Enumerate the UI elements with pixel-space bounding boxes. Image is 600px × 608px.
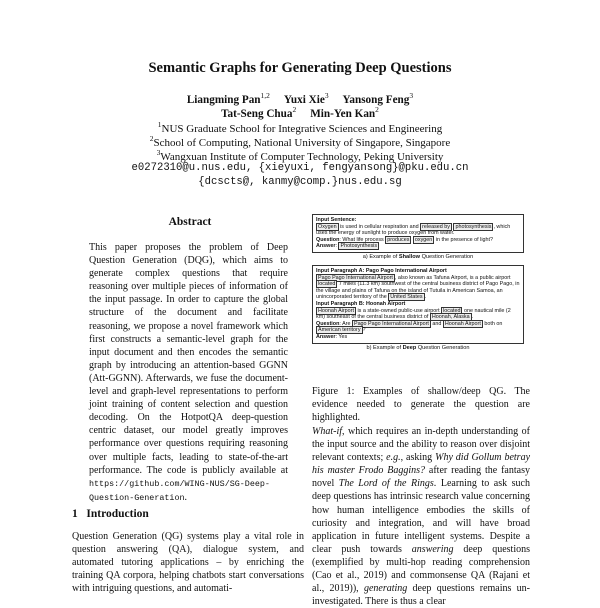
author: Tat-Seng Chua [221,108,293,120]
fig-label: Question [316,236,340,243]
fig-text: : What life process [339,236,386,243]
email-line-2: {dcscts@, kanmy@comp.}nus.edu.sg [198,176,402,188]
figure-1b-box [312,265,524,344]
highlight: released by [422,223,450,230]
highlight: American territory [318,327,361,334]
author-sup: 3 [409,91,414,100]
fig-a-answer [316,243,520,250]
affil-sup: 2 [149,134,154,143]
fig-text: : [335,243,339,250]
author: Min-Yen Kan [310,108,376,120]
fig-text: both on [482,320,503,327]
fig-text: and [430,320,443,327]
fig-text: : Are [339,320,352,327]
fig-text: is a state-owned public-use airport [355,307,442,314]
fig-b-paragraph-b [316,308,520,321]
subcap-text: Question Generation [420,253,474,260]
authors-line-1 [0,91,600,106]
italic-text: generating [363,583,408,595]
authors-line-2 [0,105,600,120]
author-sup: 1,2 [260,91,270,100]
affil-sup: 3 [156,148,161,157]
fig-text: ? [362,327,366,334]
italic-text: The Lord of the Rings [338,478,434,490]
author: Liangming Pan [186,94,261,106]
section-heading-introduction [72,508,149,520]
fig-text: one nautical mile (2 km) southeast of the central business district of [316,307,511,321]
highlight: photosynthesis [455,223,492,230]
section-number: 1 [72,508,78,520]
fig-label: Input Paragraph B: Hoonah Airport [316,300,406,307]
fig-text: 7 miles (11.3 km) southwest of the central business district of Pago Pago, in the village and plains of Tafuna on the island of Tutuila in American Samoa, an unincorporated territory of the [316,281,520,301]
highlight: Pago Pago International Airport [318,274,393,281]
highlight: Hoonah Airport [318,307,354,314]
introduction-body: Question Generation (QG) systems play a vital role in question answering (QA), dialogue system, and automated tutoring applications – by enriching the training QA corpora, helping chatbots start conversations with intriguing questions, and automati- [72,531,304,595]
affil-text: Wangxuan Institute of Computer Technology, Peking University [160,151,444,163]
paper-title: Semantic Graphs for Generating Deep Questions [148,60,452,76]
fig-label: Input Paragraph A: Pago Pago International Airport [316,268,447,274]
code-link[interactable]: https://github.com/WING-NUS/SG-Deep-Question-Generation [89,478,270,503]
body-text: . Learning to ask such deep questions has intrinsic research value concerning how human intelligence embodies the skills of curiosity and integration, and will have broad application in future intelligent systems. Despite a clear push towards [312,478,530,555]
fig-text: in the presence of light? [434,236,494,243]
highlight: United States [390,294,423,301]
fig-b-question [316,321,520,334]
figure-1a [312,214,524,261]
fig-text: , also known as Tafuna Airport, is a public airport [394,274,511,281]
affiliation-3 [0,148,600,163]
figure-1-caption: Figure 1: Examples of shallow/deep QG. The evidence needed to generate the question are highlighted. [312,386,530,424]
highlight: produces [387,236,410,243]
abstract-text: This paper proposes the problem of Deep Question Generation (DQG), which aims to generate complex questions that require reasoning over multiple pieces of information of the input passage. In order to capture the global structure of the document and facilitate reasoning, we propose a novel framework which first constructs a semantic-level graph for the input document and then encodes the semantic graph by introducing an attention-based GGNN (Att-GGNN). Afterwards, we fuse the document-level and graph-level representations to perform joint training of content selection and question decoding. On the HotpotQA deep-question centric dataset, our model greatly improves performance over questions requiring reasoning over multiple facts, leading to state-of-the-art performance. The code is publicly available at [89,242,288,476]
abstract-body [89,241,288,505]
fig-text: , which uses the energy of sunlight to produce oxygen from water. [316,223,511,237]
affil-sup: 1 [157,120,162,129]
email-line-1: e0272310@u.nus.edu, {xieyuxi, fengyansong}@pku.edu.cn [131,162,469,174]
affiliation-1 [0,120,600,135]
fig-label: Answer [316,243,336,250]
highlight: Hoonah Airport [444,320,481,327]
figure-1a-box [312,214,524,253]
italic-text: answering [411,543,454,555]
author-sup: 2 [292,105,297,114]
body-text: , asking [400,452,436,464]
highlight: located [318,281,336,288]
highlight: Hoonah, Alaska [431,314,470,321]
abstract-end: . [184,491,187,503]
body-text: after reading the fantasy novel [312,465,530,490]
author: Yansong Feng [342,94,410,106]
author-sup: 3 [324,91,329,100]
affil-text: NUS Graduate School for Integrative Sciences and Engineering [161,123,443,135]
affiliation-2 [0,134,600,149]
fig-text: : Yes [335,333,348,340]
highlight: Pago Pago International Airport [353,320,429,327]
fig-a-sentence [316,224,520,237]
subcap-bold: Deep [402,344,417,351]
figure-1a-caption [312,254,524,261]
fig-label: Answer [316,333,336,340]
affil-text: School of Computing, National University of Singapore, Singapore [153,137,451,149]
italic-text: e.g. [386,452,401,464]
subcap-text: Question Generation [416,344,470,351]
highlight: Oxygen [318,223,337,230]
figure-1b [312,265,524,351]
highlight: located [443,307,461,314]
subcap-bold: Shallow [398,253,421,260]
highlight: oxygen [414,236,433,243]
fig-b-paragraph-a [316,275,520,301]
fig-text: . [471,314,474,321]
fig-b-answer [316,334,520,341]
body-text: , which requires an in-depth understanding of the input source and the ability to reason over disjoint relevant contexts; [312,426,530,464]
italic-text: What-if [312,426,342,437]
abstract-heading: Abstract [168,216,212,228]
body-text: deep questions remains un-investigated. There is thus a clear [312,583,530,608]
right-column-body [312,425,530,608]
fig-text: is used in cellular respiration and [338,223,421,230]
highlight: Photosynthesis [340,243,378,250]
fig-label: Question [316,320,340,327]
section-title: Introduction [86,508,149,520]
italic-text: Why did Gollum betray his master Frodo Baggins? [312,452,531,477]
body-text: deep questions (exemplified by multi-hop reading comprehension (Cao et al., 2019) and commonsense QA (Rajani et al., 2019)), [312,543,530,595]
fig-text: . [424,294,427,301]
author: Yuxi Xie [283,94,325,106]
author-sup: 2 [375,105,379,114]
fig-label: Input Sentence: [316,217,357,223]
subcap-text: a) Example of [362,253,399,260]
subcap-text: b) Example of [366,344,403,351]
figure-1b-caption [312,345,524,352]
